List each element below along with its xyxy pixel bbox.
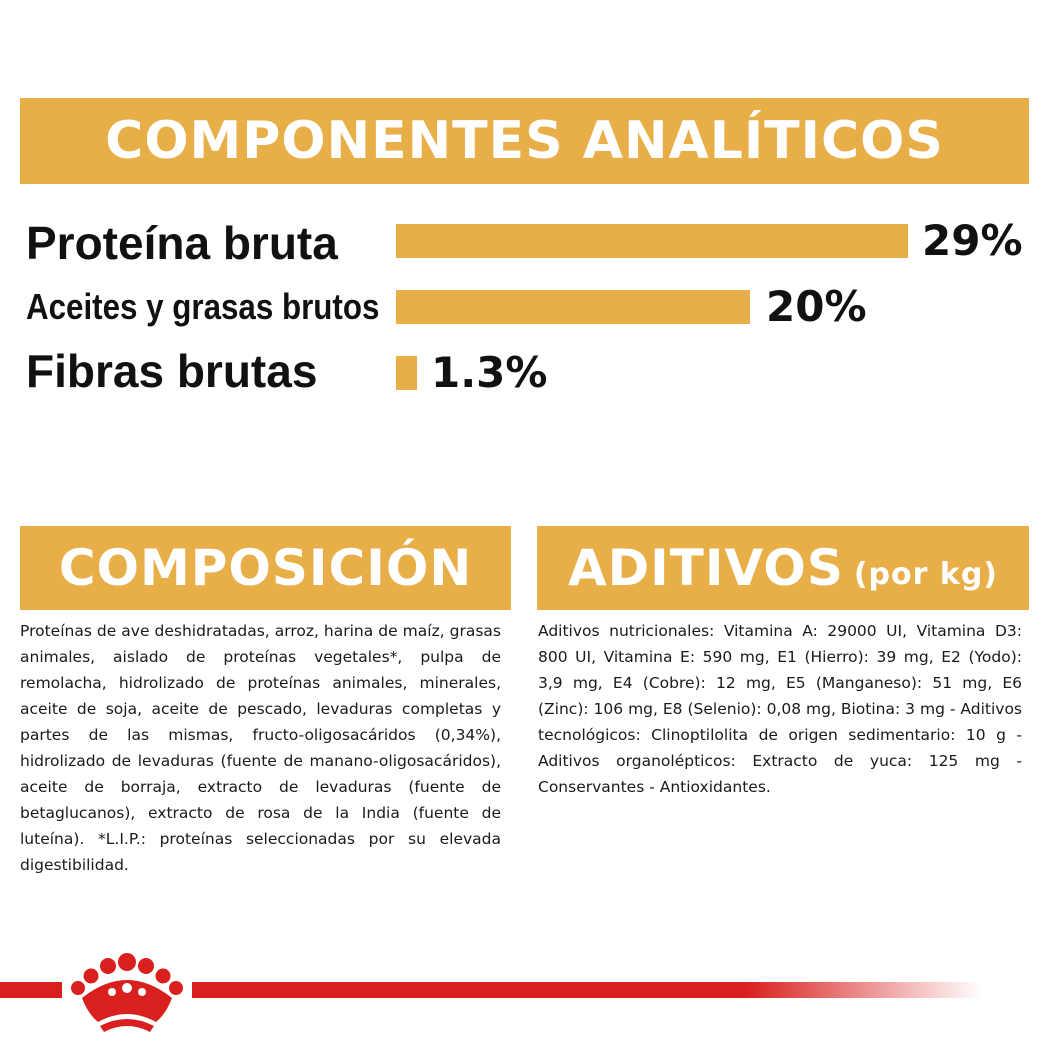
nutrient-label-fiber: Fibras brutas (26, 345, 318, 397)
nutrient-bar-fiber (396, 356, 417, 390)
composition-title: COMPOSICIÓN (58, 539, 473, 597)
crown-icon (64, 952, 190, 1032)
additives-title: ADITIVOS (567, 539, 844, 597)
nutrient-label-protein: Proteína bruta (26, 217, 338, 269)
nutrient-label-fat: Aceites y grasas brutos (26, 286, 380, 327)
footer-line-right (192, 982, 982, 998)
additives-title-suffix: (por kg) (853, 556, 999, 592)
analytics-title: COMPONENTES ANALÍTICOS (105, 111, 944, 171)
additives-text: Aditivos nutricionales: Vitamina A: 29000 UI, Vitamina D3: 800 UI, Vitamina E: 590 mg, E1 (Hierro): 39 mg, E2 (Yodo): 3,9 mg, E4 (Cobre): 12 mg, E5 (Manganeso): 51 mg, E6 (Zinc): 106 mg, E8 (Selenio): 0,08 mg, Biotina: 3 mg - Aditivos tecnológicos: Clinoptilolita de origen sedimentario: 10 g - Aditivos organolépticos: Extracto de yuca: 125 mg - Conservantes - Antioxidantes. (538, 622, 1022, 796)
composition-banner (20, 526, 511, 610)
nutrient-bar-fat (396, 290, 750, 324)
footer-line-left (0, 982, 62, 998)
nutrient-value-protein: 29% (922, 216, 1023, 265)
composition-text: Proteínas de ave deshidratadas, arroz, harina de maíz, grasas animales, aislado de proteínas vegetales*, pulpa de remolacha, hidrolizado de proteínas animales, minerales, aceite de soja, aceite de pescado, levaduras completas y partes de las mismas, fructo-oligosacáridos (0,34%), hidrolizado de levaduras (fuente de manano-oligosacáridos), aceite de borraja, extracto de levaduras (fuente de betaglucanos), extracto de rosa de la India (fuente de luteína). *L.I.P.: proteínas seleccionadas por su elevada digestibilidad. (20, 622, 501, 874)
nutrient-bar-protein (396, 224, 908, 258)
nutrient-value-fat: 20% (766, 282, 867, 331)
additives-banner (537, 526, 1029, 610)
analytics-banner (20, 98, 1029, 184)
nutrient-value-fiber: 1.3% (431, 348, 548, 397)
